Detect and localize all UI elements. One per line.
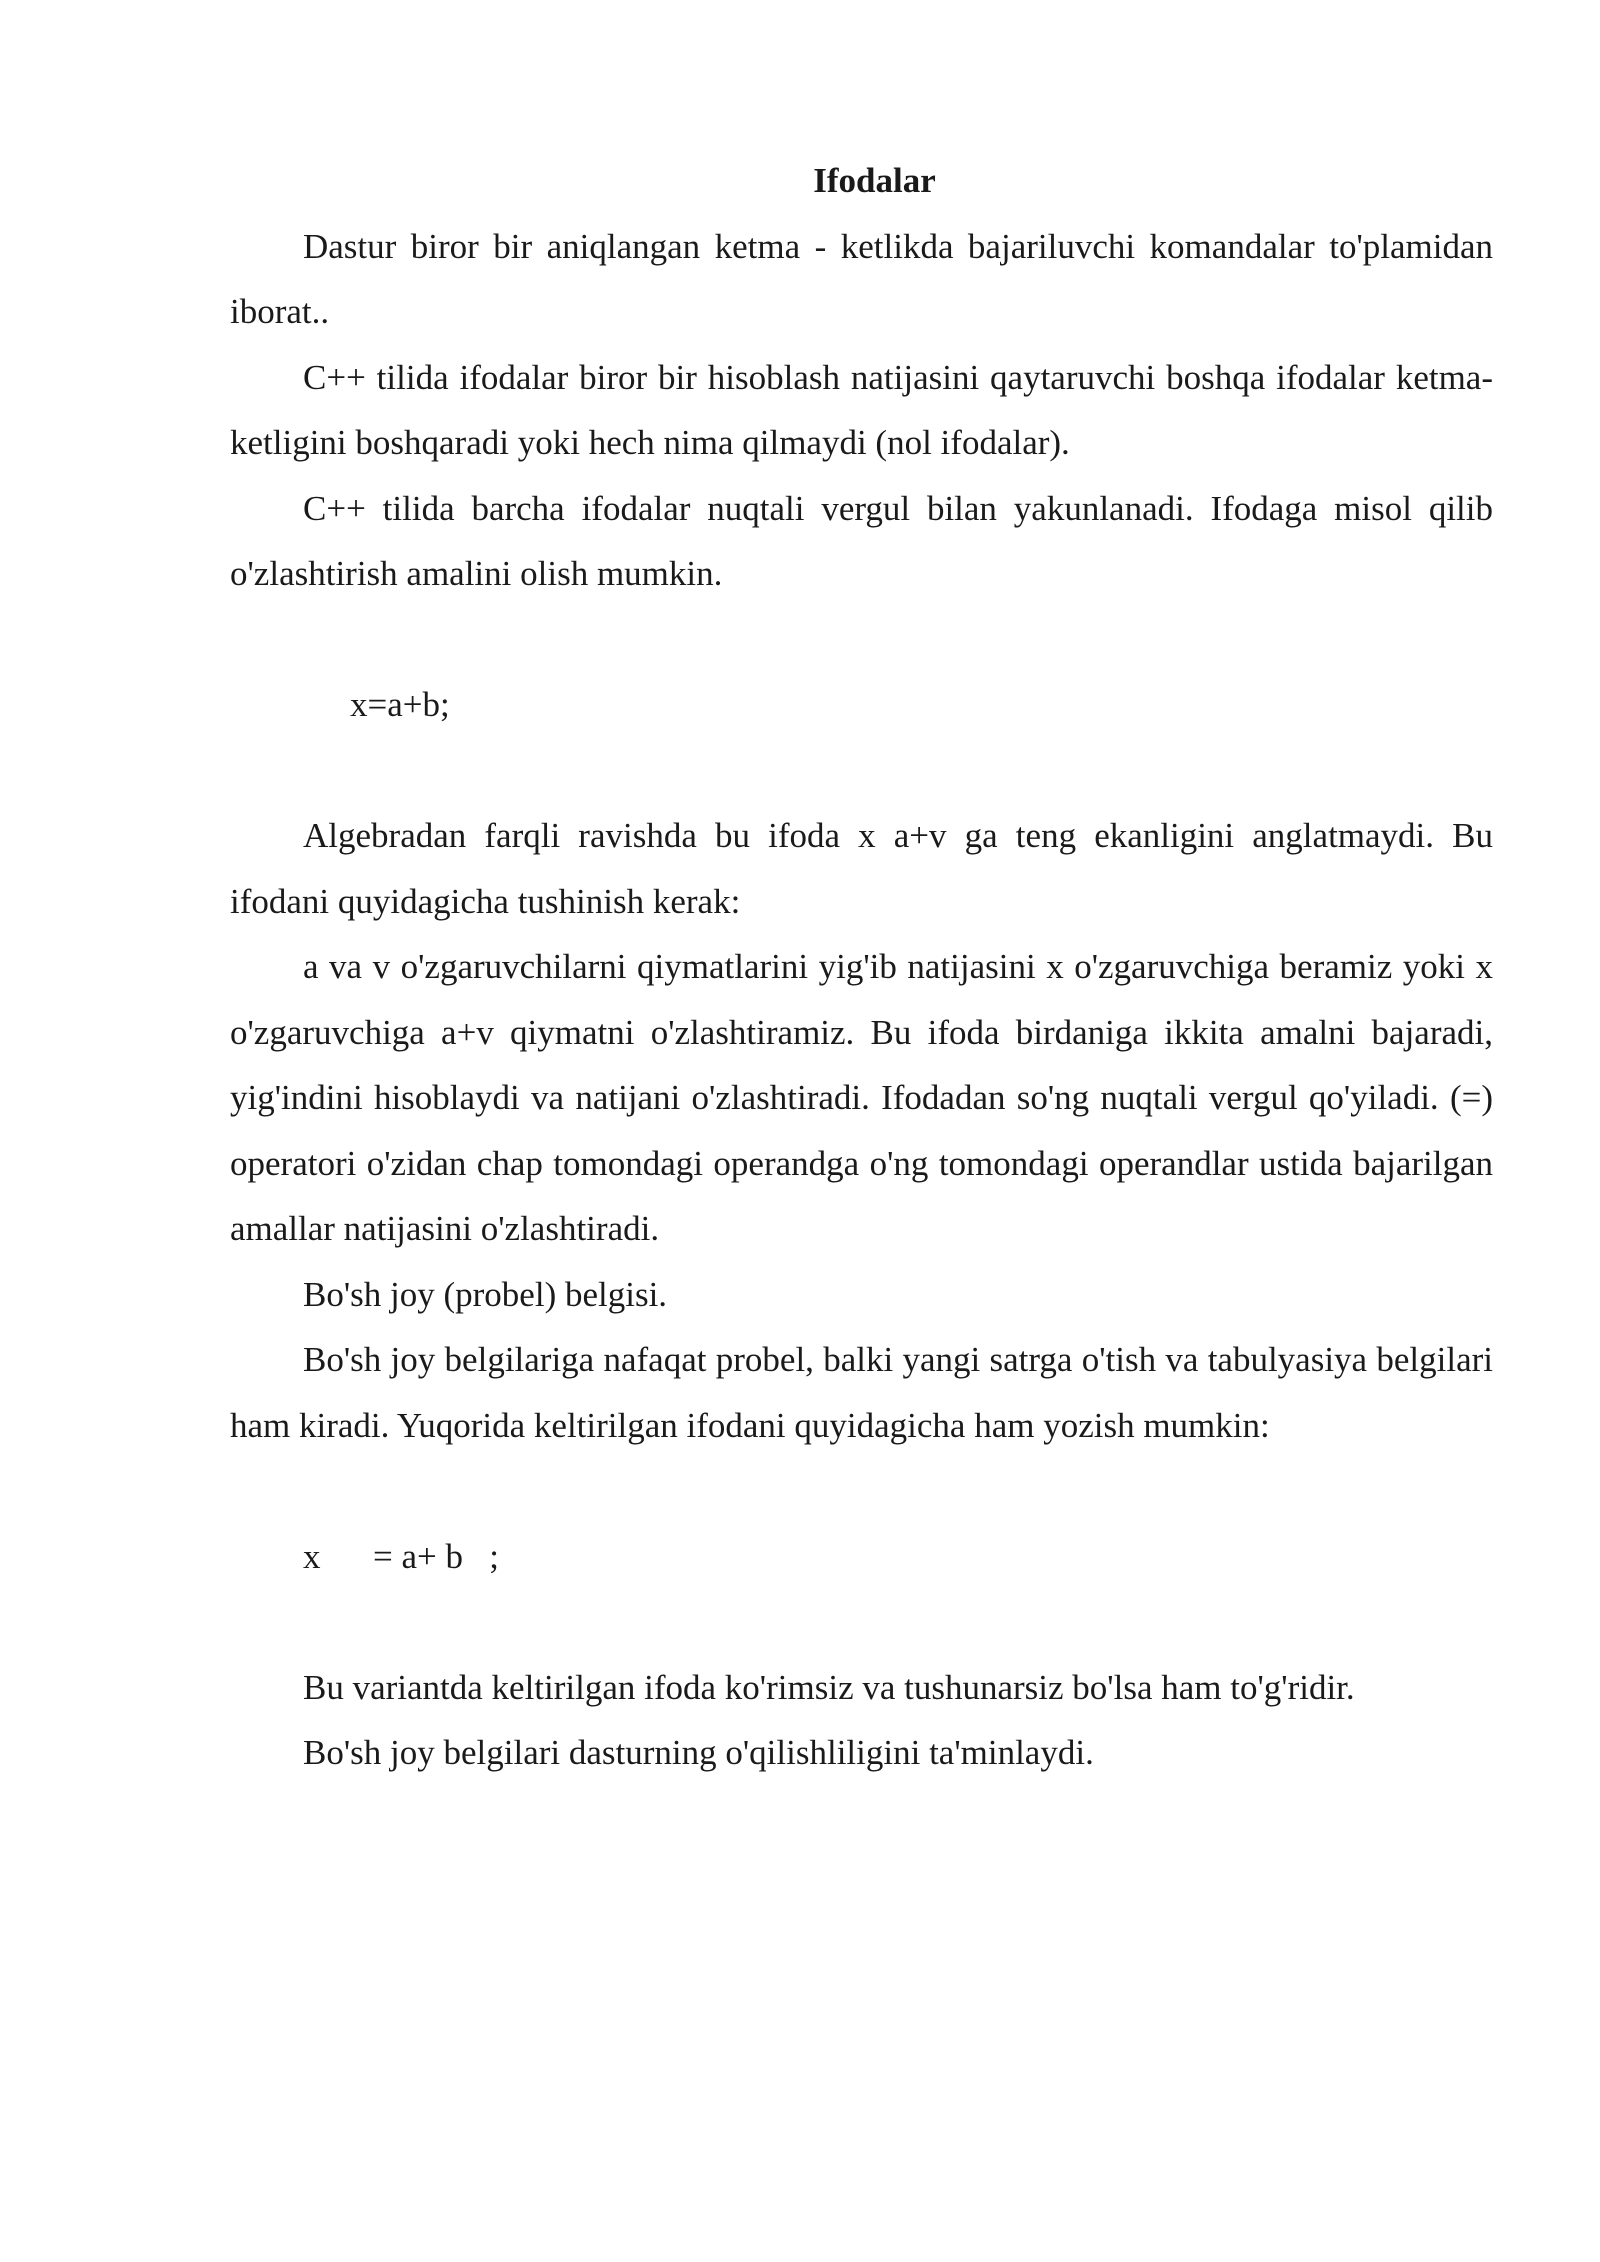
paragraph-3: C++ tilida barcha ifodalar nuqtali vergul bilan yakunlanadi. Ifodaga misol qilib o'zlashtirish amalini olish mumkin. bbox=[230, 488, 1493, 593]
page-title: Ifodalar bbox=[813, 161, 936, 200]
paragraph-7: Bo'sh joy belgilariga nafaqat probel, balki yangi satrga o'tish va tabulyasiya belgilari ham kiradi. Yuqorida keltirilgan ifodani quyidagicha ham yozish mumkin: bbox=[230, 1340, 1493, 1445]
spacer bbox=[230, 738, 1493, 804]
paragraph-5: a va v o'zgaruvchilarni qiymatlarini yig'ib natijasini x o'zgaruvchiga beramiz yoki x o'zgaruvchiga a+v qiymatni o'zlashtiramiz. Bu ifoda birdaniga ikkita amalni bajaradi, yig'indini hisoblaydi va natijani o'zlashtiradi. Ifodadan so'ng nuqtali vergul qo'yiladi. (=) operatori o'zidan chap tomondagi operandga o'ng tomondagi operandlar ustida bajarilgan amallar natijasini o'zlashtiradi. bbox=[230, 947, 1493, 1248]
paragraph-8: Bu variantda keltirilgan ifoda ko'rimsiz va tushunarsiz bo'lsa ham to'g'ridir. bbox=[303, 1667, 1355, 1707]
paragraph-2: C++ tilida ifodalar biror bir hisoblash natijasini qaytaruvchi boshqa ifodalar ketma-ketligini boshqaradi yoki hech nima qilmaydi (nol ifodalar). bbox=[230, 357, 1493, 462]
spacer bbox=[230, 1589, 1493, 1655]
code-example-1: x=a+b; bbox=[350, 685, 450, 724]
paragraph-4: Algebradan farqli ravishda bu ifoda x a+v ga teng ekanligini anglatmaydi. Bu ifodani quyidagicha tushinish kerak: bbox=[230, 816, 1493, 921]
paragraph-6: Bo'sh joy (probel) belgisi. bbox=[303, 1274, 668, 1314]
spacer bbox=[230, 1458, 1493, 1524]
paragraph-1: Dastur biror bir aniqlangan ketma - ketlikda bajariluvchi komandalar to'plamidan iborat.. bbox=[230, 226, 1493, 331]
paragraph-9: Bo'sh joy belgilari dasturning o'qilishliligini ta'minlaydi. bbox=[303, 1733, 1094, 1772]
document-page bbox=[230, 148, 1493, 1786]
spacer bbox=[230, 607, 1493, 673]
code-example-2: x = a+ b ; bbox=[303, 1536, 499, 1576]
